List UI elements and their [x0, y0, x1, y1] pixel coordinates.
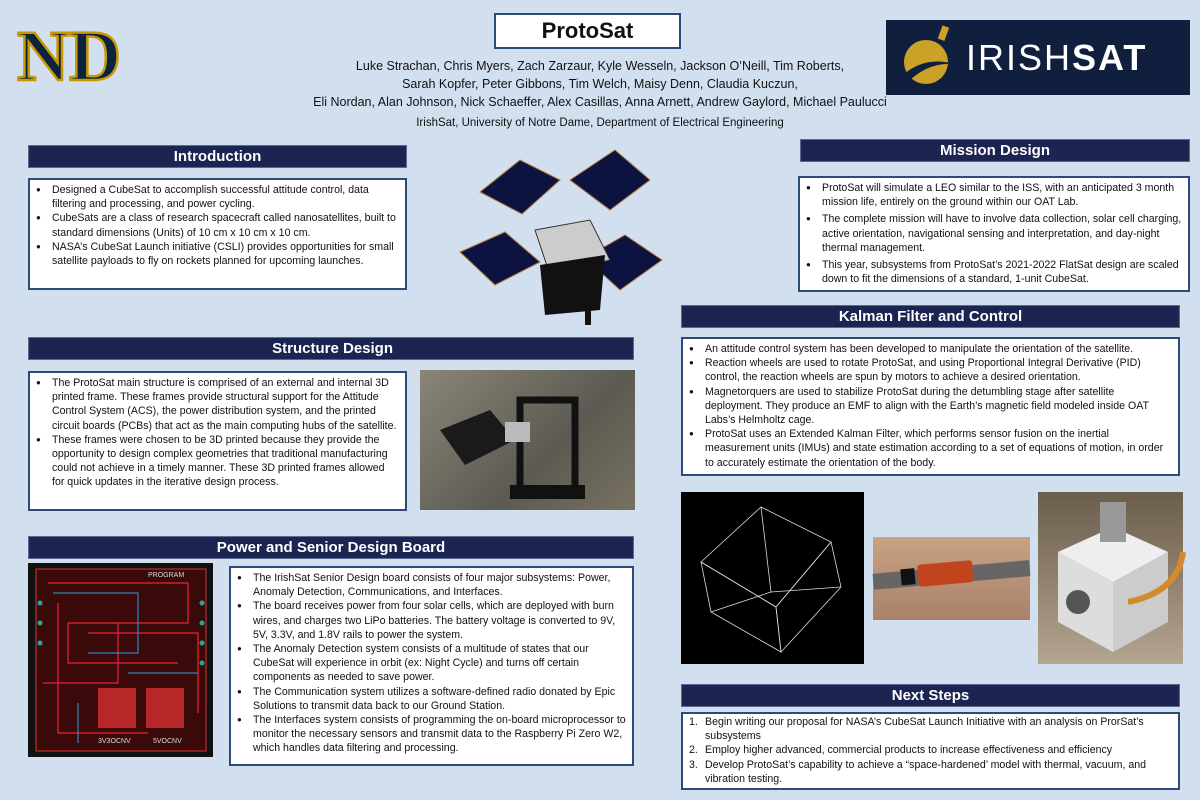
list-item: ● Magnetorquers are used to stabilize ProtoSat during the detumbling stage after satellite deployment. They produce an EMF to align with the Earth’s magnetic field modeled inside OAT Labs’s Helmholtz cage.	[689, 385, 1172, 428]
authors-line: Luke Strachan, Chris Myers, Zach Zarzaur, Kyle Wesseln, Jackson O’Neill, Tim Roberts,	[355, 59, 845, 73]
power-body	[229, 566, 634, 766]
list-item: ● The Communication system utilizes a software-defined radio donated by Epic Solutions to transmit data back to our Ground Station.	[237, 685, 626, 713]
list-item: ● CubeSats are a class of research spacecraft called nanosatellites, built to standard dimensions (Units) of 10 cm x 10 cm x 10 cm.	[36, 211, 399, 239]
svg-text:PROGRAM: PROGRAM	[148, 572, 185, 579]
structure-body	[28, 371, 407, 511]
cubesat-render-image	[450, 140, 670, 330]
structure-header: Structure Design	[28, 337, 634, 360]
kalman-body	[681, 337, 1180, 476]
list-item: 1. Begin writing our proposal for NASA’s CubeSat Launch Initiative with an analysis on ProrSat’s subsystems	[689, 716, 1144, 743]
affiliation: IrishSat, University of Notre Dame, Department of Electrical Engineering	[416, 117, 784, 129]
list-item: ● The board receives power from four solar cells, which are deployed with burn wires, and charges two LiPo batteries. The battery voltage is converted to 9V, 5V, 3.3V, and 1.8V rails to power the system.	[237, 599, 626, 642]
list-item: ● ProtoSat uses an Extended Kalman Filter, which performs sensor fusion on the inertial measurement units (IMUs) and state estimation according to a set of equations of motion, in order to accurately estimate the orientation of the body.	[689, 427, 1172, 470]
authors-line: Eli Nordan, Alan Johnson, Nick Schaeffer, Alex Casillas, Anna Arnett, Andrew Gaylord, Michael Paulucci	[313, 95, 887, 109]
title-box: ProtoSat	[494, 13, 681, 49]
introduction-header: Introduction	[28, 145, 407, 168]
cubesat-assembly-photo	[1038, 492, 1183, 664]
svg-text:5VOCNV: 5VOCNV	[153, 738, 182, 745]
introduction-body	[28, 178, 407, 290]
svg-text:ND: ND	[17, 16, 121, 96]
list-item: ● The ProtoSat main structure is comprised of an external and internal 3D printed frame. These frames provide structural support for the Attitude Control System (ACS), the power distribution system, and the printed circuit boards (PCBs) that act as the main computing hubs of the satellite.	[36, 376, 399, 433]
list-item: ● The complete mission will have to involve data collection, solar cell charging, active orientation, navigational sensing and interpretation, and day-night thermal management.	[806, 212, 1182, 255]
list-item: ● An attitude control system has been developed to manipulate the orientation of the satellite.	[689, 342, 1172, 356]
list-item: 2. Employ higher advanced, commercial products to increase effectiveness and efficiency	[689, 744, 1113, 757]
notre-dame-logo	[17, 14, 121, 96]
irishsat-logo: IRISHSAT	[886, 20, 1190, 95]
list-item: ● The Interfaces system consists of programming the on-board microprocessor to monitor the necessary sensors and transmit data to the Raspberry Pi Zero W2, which handles data filtering and processing.	[237, 713, 626, 756]
mission-header: Mission Design	[800, 139, 1190, 162]
next-steps-body	[681, 712, 1180, 790]
list-item: ● This year, subsystems from ProtoSat’s 2021-2022 FlatSat design are scaled down to fit the dimensions of a standard, 1-unit CubeSat.	[806, 258, 1182, 286]
mission-body	[798, 176, 1190, 292]
wireframe-simulation-image	[681, 492, 864, 664]
list-item: ● The IrishSat Senior Design board consists of four major subsystems: Power, Anomaly Detection, Communications, and Interfaces.	[237, 571, 626, 599]
list-item: ● These frames were chosen to be 3D printed because they provide the opportunity to design complex geometries that traditional manufacturing could not achieve in a timely manner. These 3D printed frames allowed for quick updates in the iterative design process.	[36, 433, 399, 490]
list-item: ● Designed a CubeSat to accomplish successful attitude control, data filtering and processing, and power cycling.	[36, 183, 399, 211]
authors-line: Sarah Kopfer, Peter Gibbons, Tim Welch, Maisy Denn, Claudia Kuczun,	[402, 77, 798, 91]
kalman-header: Kalman Filter and Control	[681, 305, 1180, 328]
list-item: ● NASA’s CubeSat Launch initiative (CSLI) provides opportunities for small satellite payloads to fly on rockets planned for upcoming launches.	[36, 240, 399, 268]
list-item: ● The Anomaly Detection system consists of a multitude of states that our CubeSat will experience in orbit (ex: Night Cycle) and turns off certain components as needed to save power.	[237, 642, 626, 685]
pcb-layout-image	[28, 563, 213, 757]
power-header: Power and Senior Design Board	[28, 536, 634, 559]
list-item: ● ProtoSat will simulate a LEO similar to the ISS, with an anticipated 3 month mission life, entirely on the ground within our OAT Lab.	[806, 181, 1182, 209]
author-list	[300, 57, 900, 111]
list-item: ● Reaction wheels are used to rotate ProtoSat, and using Proportional Integral Derivative (PID) control, the reaction wheels are spun by motors to achieve a desired orientation.	[689, 356, 1172, 384]
irishsat-swoosh-icon	[896, 26, 956, 90]
next-steps-header: Next Steps	[681, 684, 1180, 707]
svg-text:3V3OCNV: 3V3OCNV	[98, 738, 131, 745]
magnetorquer-photo	[873, 537, 1030, 620]
frame-photo	[420, 370, 635, 510]
list-item: 3. Develop ProtoSat’s capability to achieve a “space-hardened’ model with thermal, vacuum, and vibration testing.	[689, 758, 1147, 785]
